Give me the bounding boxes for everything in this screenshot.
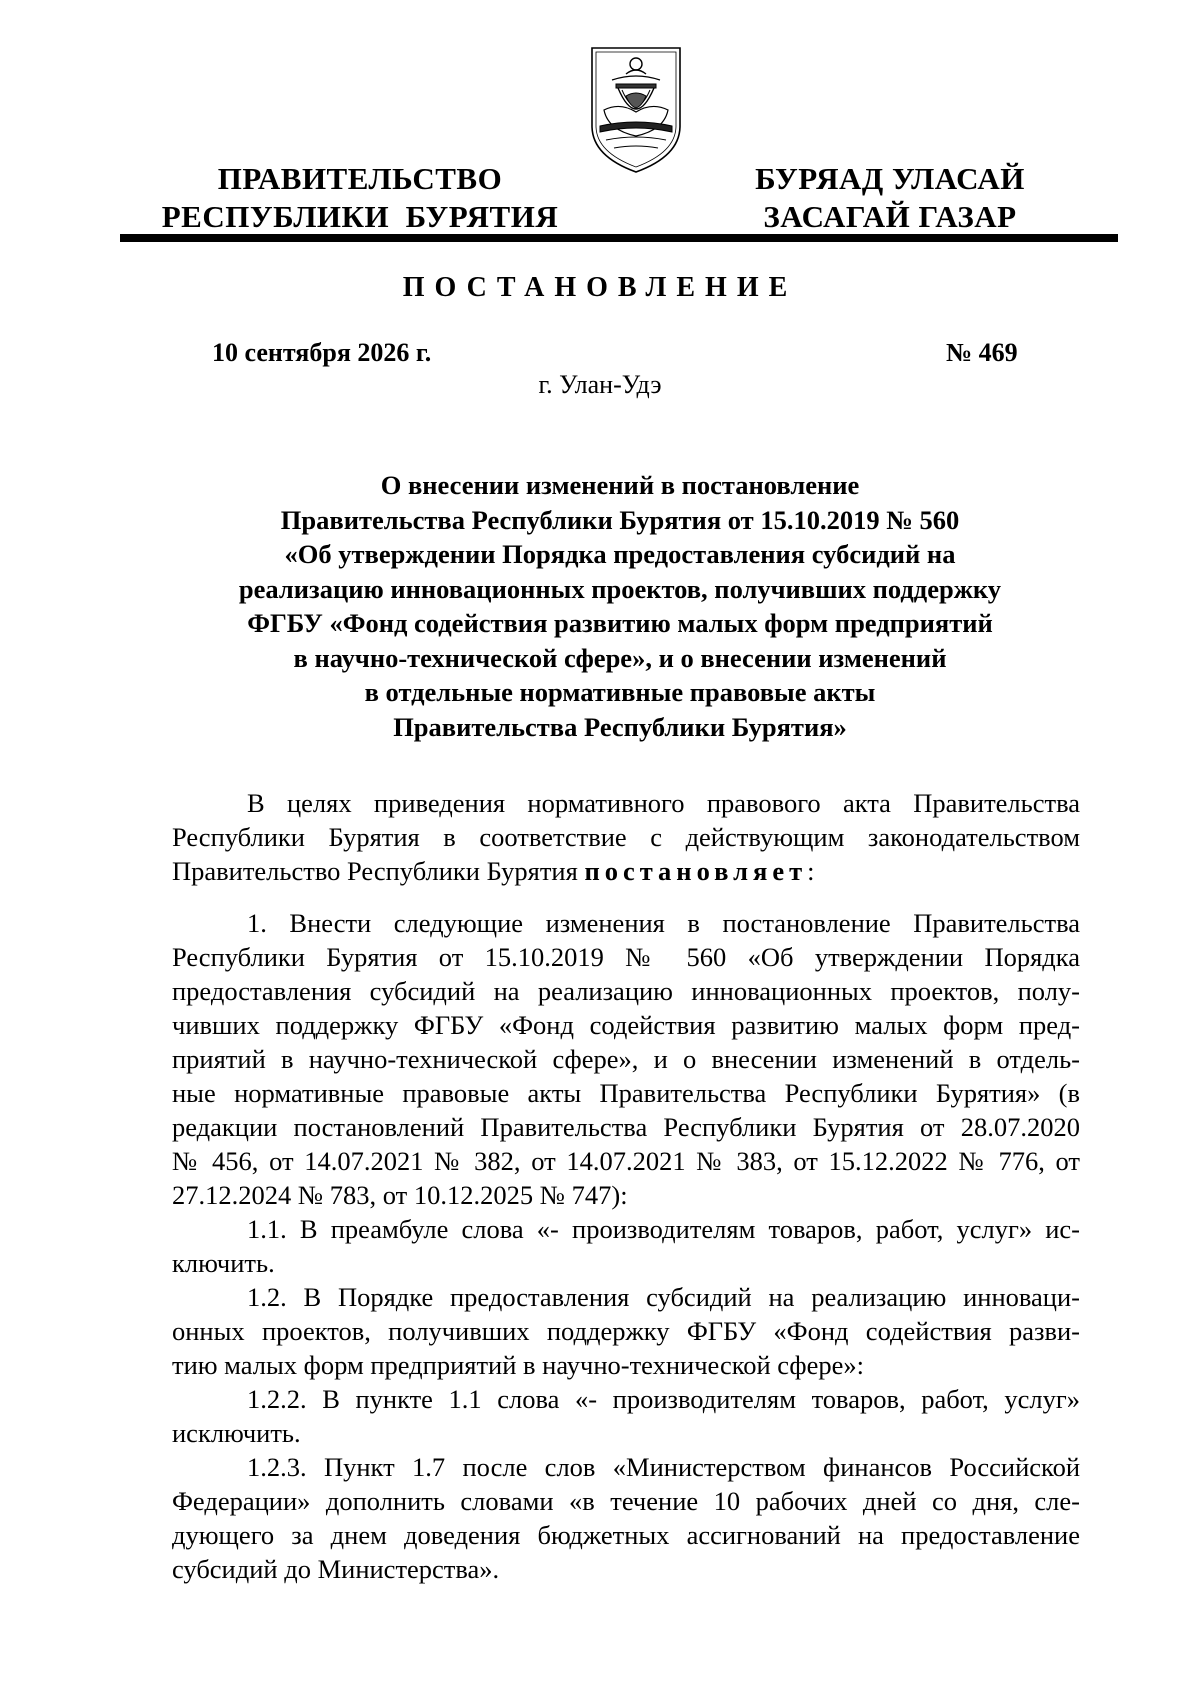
title-line: в научно-технической сфере», и о внесении изменений xyxy=(293,642,947,673)
body-line: дующего за днем доведения бюджетных ассигнований на предоставление xyxy=(172,1520,1080,1550)
title-line: в отдельные нормативные правовые акты xyxy=(364,677,876,707)
header-left-line2: РЕСПУБЛИКИ БУРЯТИЯ xyxy=(161,199,559,234)
header-left-line1: ПРАВИТЕЛЬСТВО xyxy=(217,161,503,196)
body-line: чивших поддержку ФГБУ «Фонд содействия развитию малых форм пред- xyxy=(172,1010,1080,1040)
body-line: ключить. xyxy=(172,1248,275,1278)
body-line: 1.1. В преамбуле слова «- производителям товаров, работ, услуг» ис- xyxy=(247,1214,1080,1244)
body-line: 1. Внести следующие изменения в постановление Правительства xyxy=(247,908,1080,938)
body-line: 1.2. В Порядке предоставления субсидий на реализацию инноваци- xyxy=(247,1282,1080,1312)
document-title xyxy=(180,468,1060,744)
header-authority-bua xyxy=(730,160,1050,236)
document-date: 10 сентября 2026 г. xyxy=(212,338,432,367)
document-place: г. Улан-Удэ xyxy=(538,370,662,399)
body-line-decree xyxy=(172,854,1080,888)
body-line: онных проектов, получивших поддержку ФГБУ «Фонд содействия разви- xyxy=(172,1316,1080,1346)
body-line: 1.2.2. В пункте 1.1 слова «- производителям товаров, работ, услуг» xyxy=(247,1384,1080,1414)
header-authority-ru xyxy=(160,160,560,236)
decree-word: постановляет xyxy=(584,856,808,886)
body-line: № 456, от 14.07.2021 № 382, от 14.07.2021 № 383, от 15.12.2022 № 776, от xyxy=(172,1146,1080,1176)
title-line: ФГБУ «Фонд содействия развитию малых форм предприятий xyxy=(247,608,993,638)
title-line: Правительства Республики Бурятия» xyxy=(393,711,847,742)
body-line: 1.2.3. Пункт 1.7 после слов «Министерством финансов Российской xyxy=(247,1452,1080,1482)
body-line: тию малых форм предприятий в научно-технической сфере»: xyxy=(172,1350,864,1380)
body-line: Республики Бурятия от 15.10.2019 № 560 «Об утверждении Порядка xyxy=(172,942,1080,972)
header-divider xyxy=(120,234,1118,242)
body-line: исключить. xyxy=(172,1418,301,1448)
body-line: Республики Бурятия в соответствие с действующим законодательством xyxy=(172,822,1080,852)
preamble-paragraph xyxy=(172,786,1080,888)
title-line: Правительства Республики Бурятия от 15.10.2019 № 560 xyxy=(280,504,960,535)
preamble-prefix: Правительство Республики Бурятия xyxy=(172,856,585,886)
document-type: ПОСТАНОВЛЕНИЕ xyxy=(402,272,798,303)
header-right-line1: БУРЯАД УЛАСАЙ xyxy=(755,161,1025,196)
body-line: субсидий до Министерства». xyxy=(172,1554,500,1584)
body-line: ные нормативные правовые акты Правительства Республики Бурятия» (в xyxy=(172,1078,1080,1108)
title-line: «Об утверждении Порядка предоставления субсидий на xyxy=(284,539,956,569)
title-line: О внесении изменений в постановление xyxy=(380,470,860,500)
body-line: Федерации» дополнить словами «в течение 10 рабочих дней со дня, сле- xyxy=(172,1486,1080,1516)
coat-of-arms-emblem xyxy=(586,44,686,176)
title-line: реализацию инновационных проектов, получивших поддержку xyxy=(238,573,1002,604)
body-line: В целях приведения нормативного правового акта Правительства xyxy=(247,788,1080,818)
body-line: редакции постановлений Правительства Республики Бурятия от 28.07.2020 xyxy=(172,1112,1080,1142)
body-line: приятий в научно-технической сфере», и о внесении изменений в отдель- xyxy=(172,1044,1080,1074)
preamble-suffix: : xyxy=(807,856,815,886)
document-number: № 469 xyxy=(946,338,1018,367)
header-right-line2: ЗАСАГАЙ ГАЗАР xyxy=(763,199,1017,234)
paragraph-item-1 xyxy=(172,906,1080,1586)
body-line: предоставления субсидий на реализацию инновационных проектов, полу- xyxy=(172,976,1080,1006)
body-line: 27.12.2024 № 783, от 10.12.2025 № 747): xyxy=(172,1180,628,1210)
